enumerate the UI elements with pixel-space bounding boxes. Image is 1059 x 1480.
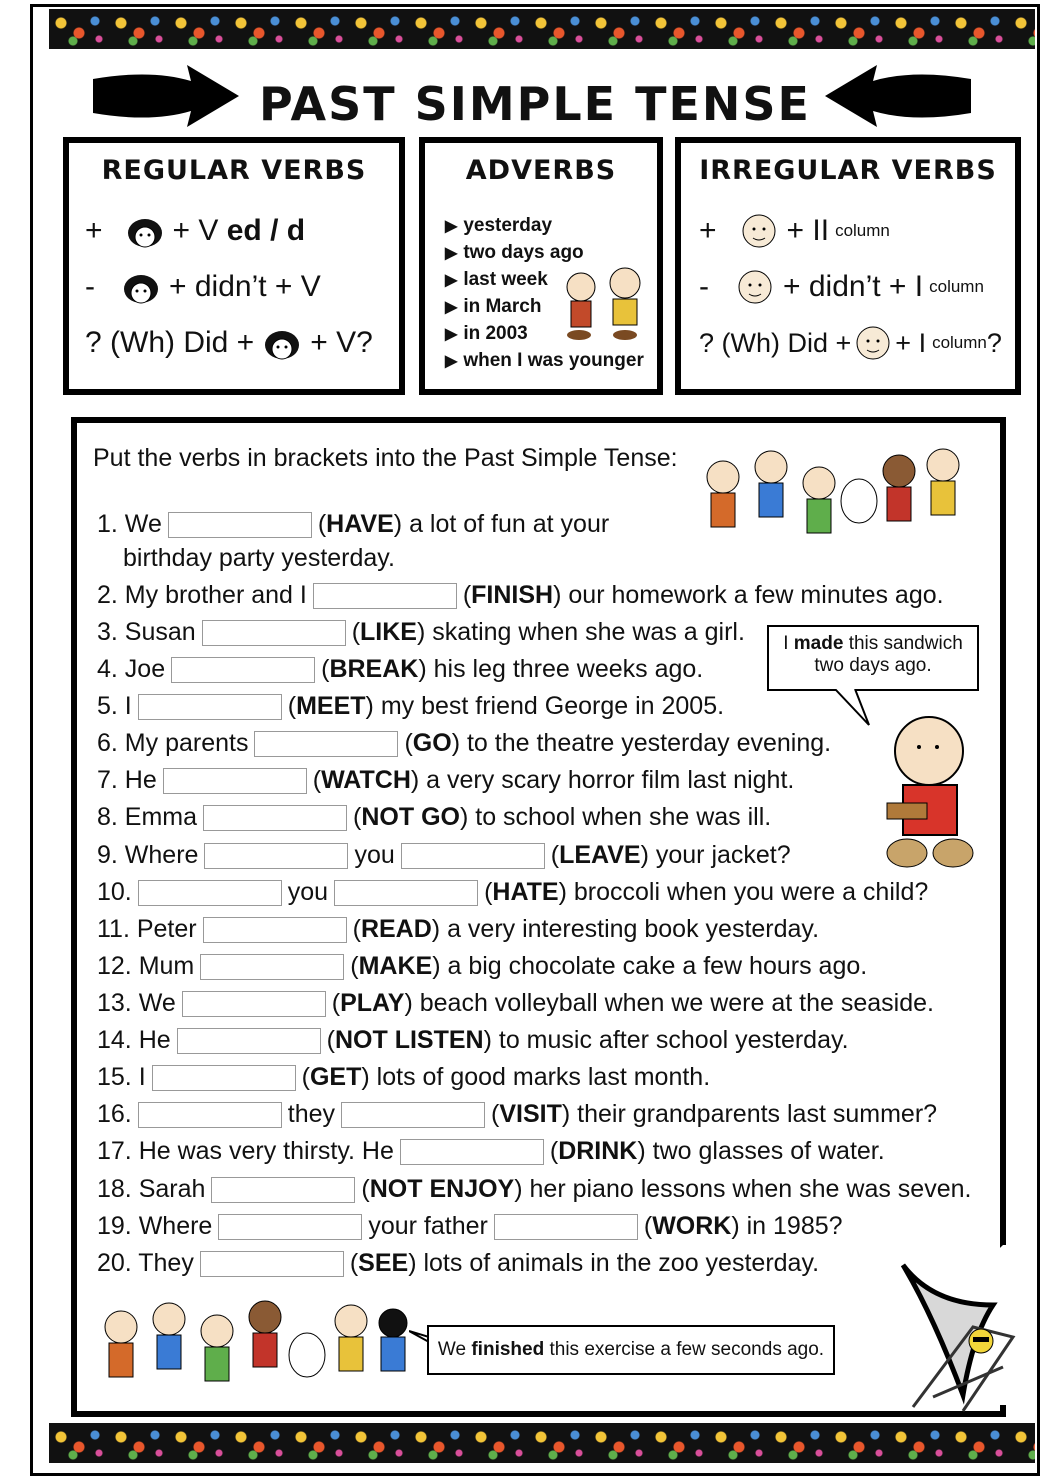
adverb-item: ▶ yesterday <box>445 215 553 236</box>
adverb-item: ▶ when I was younger <box>445 350 644 371</box>
charlie-brown-face-icon <box>735 269 775 305</box>
regular-question-end: + V? <box>310 326 373 359</box>
woodstock-deckchair-illustration <box>903 1307 1023 1417</box>
regular-ending: ed / d <box>226 214 306 247</box>
charlie-brown-face-icon <box>853 325 893 361</box>
exercise-instruction: Put the verbs in brackets into the Past Simple Tense: <box>93 444 678 472</box>
answer-blank[interactable] <box>168 512 312 538</box>
answer-blank[interactable] <box>138 880 282 906</box>
plus-sign: + <box>699 214 717 247</box>
question-13: 13. We ( PLAY ) beach volleyball when we were at the seaside. <box>97 989 934 1017</box>
answer-blank[interactable] <box>400 1139 544 1165</box>
flower-border-bottom <box>49 1423 1035 1463</box>
answer-blank[interactable] <box>138 1102 282 1128</box>
lucy-face-icon <box>121 269 161 305</box>
adverb-item: ▶ in 2003 <box>445 323 528 344</box>
answer-blank[interactable] <box>138 694 282 720</box>
answer-blank[interactable] <box>211 1177 355 1203</box>
plus-sign: + <box>85 214 103 247</box>
answer-blank[interactable] <box>171 657 315 683</box>
irregular-negative-text: + didn’t + I <box>783 270 924 303</box>
question-6: 6. My parents ( GO ) to the theatre yesterday evening. <box>97 729 832 757</box>
regular-verbs-title: REGULAR VERBS <box>101 155 367 186</box>
regular-question-rule <box>85 325 373 361</box>
irregular-question-mid: + I <box>895 327 927 358</box>
peanuts-group-illustration <box>693 443 983 543</box>
answer-blank[interactable] <box>203 917 347 943</box>
answer-blank[interactable] <box>200 1251 344 1277</box>
lucy-face-icon <box>262 325 302 361</box>
lucy-face-icon <box>125 213 165 249</box>
question-18: 18. Sarah ( NOT ENJOY ) her piano lessons when she was seven. <box>97 1175 972 1203</box>
answer-blank[interactable] <box>401 843 545 869</box>
answer-blank[interactable] <box>494 1214 638 1240</box>
speech-bubble-sandwich: I made this sandwich two days ago. <box>767 625 979 691</box>
irregular-positive-text: + II <box>786 214 830 247</box>
question-20: 20. They ( SEE ) lots of animals in the zoo yesterday. <box>97 1249 820 1277</box>
regular-verbs-box <box>63 137 405 395</box>
answer-blank[interactable] <box>182 991 326 1017</box>
answer-blank[interactable] <box>202 620 346 646</box>
question-19: 19. Where your father ( WORK ) in 1985? <box>97 1212 843 1240</box>
adverb-item: ▶ last week <box>445 269 548 290</box>
question-4: 4. Joe ( BREAK ) his leg three weeks ago. <box>97 655 704 683</box>
peanuts-group-illustration <box>93 1293 413 1397</box>
question-7: 7. He ( WATCH ) a very scary horror film last night. <box>97 766 795 794</box>
irregular-question-rule: ? (Wh) Did + + I column ? <box>699 325 1002 361</box>
question-9: 9. Where you ( LEAVE ) your jacket? <box>97 841 791 869</box>
minus-sign: - <box>85 270 95 303</box>
irregular-verbs-title: IRREGULAR VERBS <box>699 155 997 186</box>
flower-border-top <box>49 9 1035 49</box>
answer-blank[interactable] <box>341 1102 485 1128</box>
irregular-negative-rule: - + didn’t + I column <box>699 270 984 303</box>
answer-blank[interactable] <box>218 1214 362 1240</box>
charlie-brown-face-icon <box>739 213 779 249</box>
adverb-item: ▶ two days ago <box>445 242 584 263</box>
question-14: 14. He ( NOT LISTEN ) to music after school yesterday. <box>97 1026 849 1054</box>
question-12: 12. Mum ( MAKE ) a big chocolate cake a few hours ago. <box>97 952 868 980</box>
irregular-positive-rule: + + II column <box>699 214 890 247</box>
answer-blank[interactable] <box>204 843 348 869</box>
question-17: 17. He was very thirsty. He ( DRINK ) two glasses of water. <box>97 1137 885 1165</box>
answer-blank[interactable] <box>152 1065 296 1091</box>
answer-blank[interactable] <box>313 583 457 609</box>
speech-bubble-finished: We finished this exercise a few seconds ago. <box>427 1325 835 1375</box>
question-10: 10. you ( HATE ) broccoli when you were a child? <box>97 878 929 906</box>
answer-blank[interactable] <box>177 1028 321 1054</box>
worksheet-page <box>30 4 1040 1476</box>
characters-sitting-illustration <box>551 263 651 343</box>
linus-sandwich-illustration <box>867 707 987 877</box>
adverbs-title: ADVERBS <box>465 155 617 186</box>
page-title: PAST SIMPLE TENSE <box>259 77 811 131</box>
regular-negative-text: + didn’t + V <box>169 270 321 303</box>
regular-positive-rule <box>85 213 305 249</box>
adverbs-box <box>419 137 663 395</box>
question-15: 15. I ( GET ) lots of good marks last month. <box>97 1063 711 1091</box>
minus-sign: - <box>699 270 709 303</box>
question-3: 3. Susan ( LIKE ) skating when she was a girl. <box>97 618 745 646</box>
irregular-verbs-box <box>675 137 1021 395</box>
adverb-item: ▶ in March <box>445 296 542 317</box>
question-8: 8. Emma ( NOT GO ) to school when she was ill. <box>97 803 772 831</box>
regular-positive-text: + V <box>172 214 219 247</box>
answer-blank[interactable] <box>254 731 398 757</box>
regular-negative-rule <box>85 269 321 305</box>
question-2: 2. My brother and I ( FINISH ) our homework a few minutes ago. <box>97 581 944 609</box>
question-5: 5. I ( MEET ) my best friend George in 2005. <box>97 692 725 720</box>
question-16: 16. they ( VISIT ) their grandparents last summer? <box>97 1100 938 1128</box>
irregular-question-start: ? (Wh) Did + <box>699 327 852 358</box>
arrow-left-icon <box>823 65 973 127</box>
question-11: 11. Peter ( READ ) a very interesting book yesterday. <box>97 915 820 943</box>
regular-question-start: ? (Wh) Did + <box>85 326 255 359</box>
question-1: 1. We ( HAVE ) a lot of fun at your <box>97 510 610 538</box>
question-1-continuation: birthday party yesterday. <box>123 544 395 572</box>
answer-blank[interactable] <box>163 768 307 794</box>
answer-blank[interactable] <box>334 880 478 906</box>
answer-blank[interactable] <box>203 805 347 831</box>
answer-blank[interactable] <box>200 954 344 980</box>
